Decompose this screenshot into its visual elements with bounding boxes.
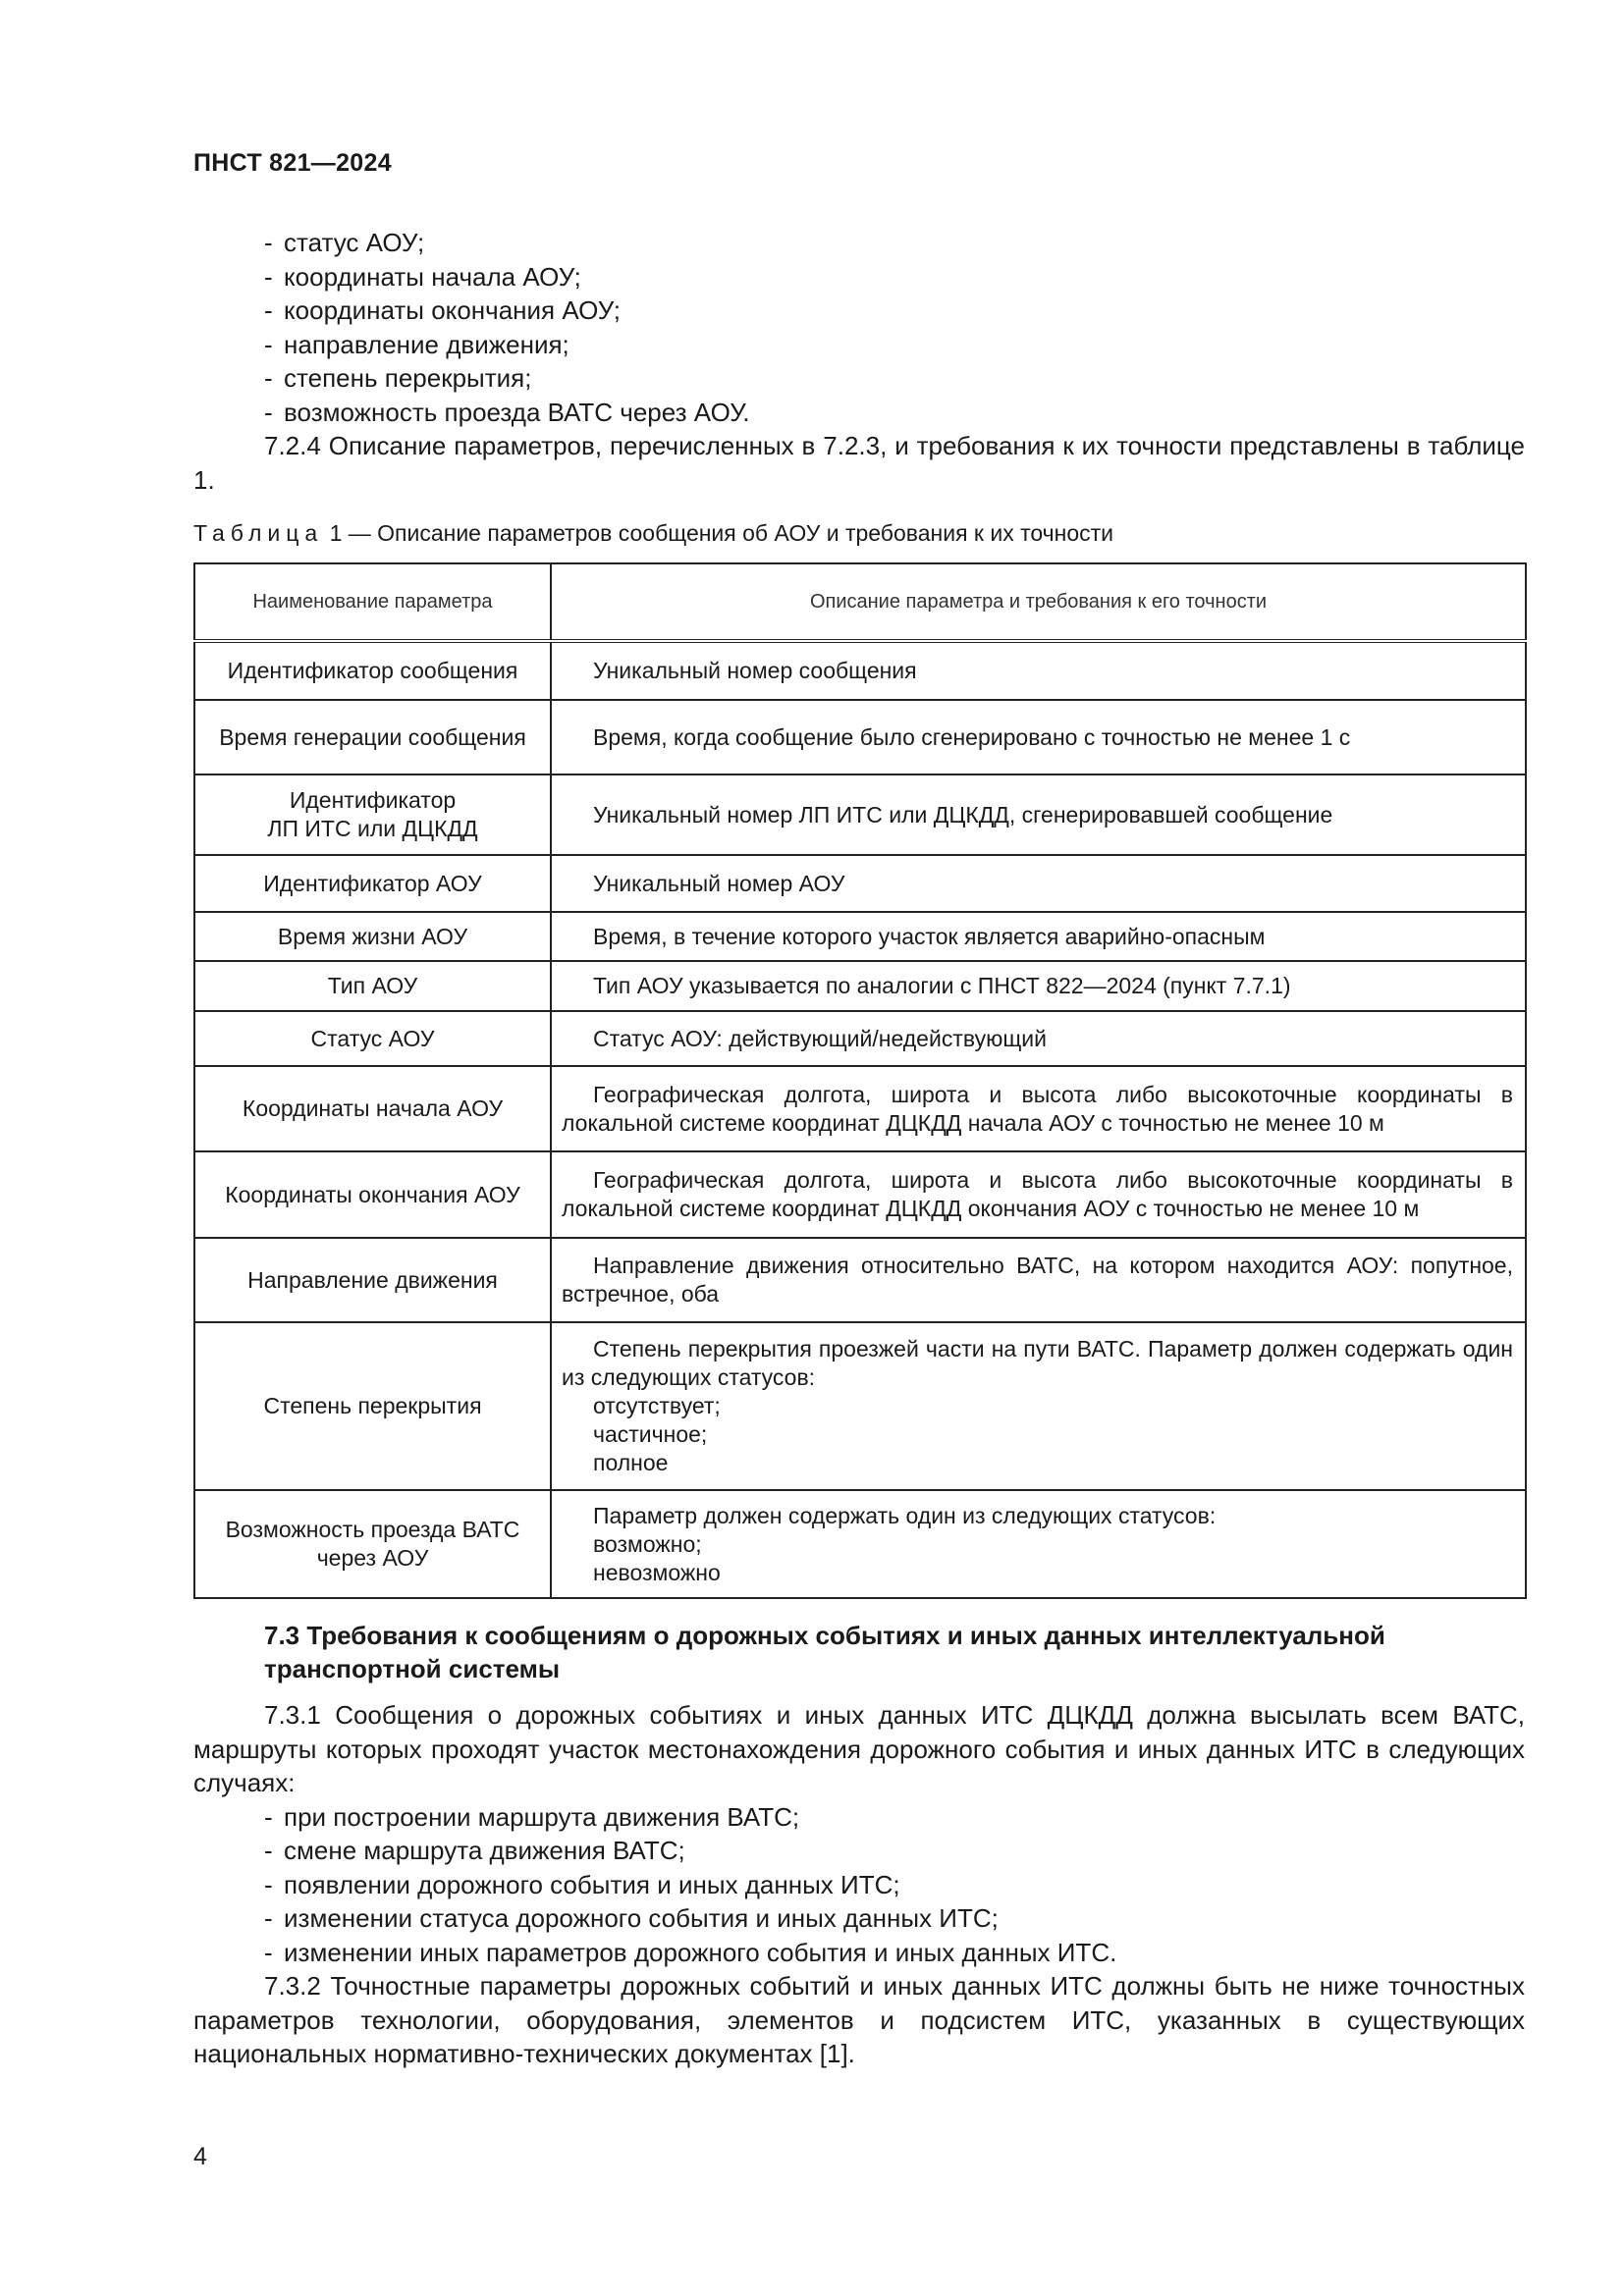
table-row: [194, 912, 1526, 961]
parameter-list: [193, 226, 1525, 429]
parameter-description: Уникальный номер ЛП ИТС или ДЦКДД, сгенерировавшей сообщение: [551, 774, 1526, 855]
status-option: частичное;: [593, 1421, 708, 1447]
list-item: - возможность проезда ВАТС через АОУ.: [193, 396, 1525, 430]
list-item: - степень перекрытия;: [193, 361, 1525, 396]
column-header-description: Описание параметра и требования к его точности: [551, 563, 1526, 641]
table-row: [194, 700, 1526, 774]
parameter-description: Параметр должен содержать один из следующих статусов: возможно; невозможно: [551, 1490, 1526, 1598]
page-number: 4: [193, 2143, 207, 2170]
parameter-description: Географическая долгота, широта и высота либо высокоточные координаты в локальной системе координат ДЦКДД окончания АОУ с точностью не менее 10 м: [551, 1151, 1526, 1238]
table-row: [194, 1066, 1526, 1151]
list-item: - координаты начала АОУ;: [193, 260, 1525, 294]
list-item: - смене маршрута движения ВАТС;: [193, 1834, 1525, 1868]
table-row: [194, 641, 1526, 700]
parameter-description: Направление движения относительно ВАТС, на котором находится АОУ: попутное, встречное, оба: [551, 1238, 1526, 1322]
table-row: [194, 1238, 1526, 1322]
parameter-name: Координаты окончания АОУ: [194, 1151, 551, 1238]
document-header: ПНСТ 821—2024: [193, 149, 392, 177]
table-row: [194, 855, 1526, 912]
list-item: - появлении дорожного события и иных данных ИТС;: [193, 1868, 1525, 1902]
paragraph-7-3-2: 7.3.2 Точностные параметры дорожных событий и иных данных ИТС должны быть не ниже точностных параметров технологии, оборудования, элементов и подсистем ИТС, указанных в существующих национальных нормативно-технических документах [1].: [193, 1971, 1525, 2068]
parameter-name: Идентификатор ЛП ИТС или ДЦКДД: [194, 774, 551, 855]
table-row: [194, 1011, 1526, 1066]
page-content: [193, 226, 1525, 2071]
list-item: - изменении иных параметров дорожного события и иных данных ИТС.: [193, 1936, 1525, 1970]
list-item: - изменении статуса дорожного события и иных данных ИТС;: [193, 1901, 1525, 1936]
parameter-description: Географическая долгота, широта и высота либо высокоточные координаты в локальной системе координат ДЦКДД начала АОУ с точностью не менее 10 м: [551, 1066, 1526, 1151]
parameters-table: [193, 562, 1527, 1599]
list-item: - статус АОУ;: [193, 226, 1525, 260]
column-header-name: Наименование параметра: [194, 563, 551, 641]
parameter-description: Уникальный номер сообщения: [551, 641, 1526, 700]
parameter-name: Статус АОУ: [194, 1011, 551, 1066]
table-row: [194, 774, 1526, 855]
section-7-3-title: 7.3 Требования к сообщениям о дорожных событиях и иных данных интеллектуальной транспортной системы: [264, 1621, 1385, 1683]
list-item: - координаты окончания АОУ;: [193, 294, 1525, 328]
parameter-description: Время, в течение которого участок является аварийно-опасным: [551, 912, 1526, 961]
table-row: [194, 1322, 1526, 1490]
parameter-description: Степень перекрытия проезжей части на пути ВАТС. Параметр должен содержать один из следующих статусов: отсутствует; частичное; полное: [551, 1322, 1526, 1490]
parameter-name: Тип АОУ: [194, 961, 551, 1011]
parameter-name: Координаты начала АОУ: [194, 1066, 551, 1151]
table-caption: Таблица 1 — Описание параметров сообщения об АОУ и требования к их точности: [193, 520, 1114, 546]
status-option: полное: [593, 1450, 669, 1475]
status-option: возможно;: [593, 1530, 702, 1557]
status-option: невозможно: [593, 1559, 721, 1585]
parameter-description: Статус АОУ: действующий/недействующий: [551, 1011, 1526, 1066]
table-row: [194, 1151, 1526, 1238]
case-list: [193, 1800, 1525, 1970]
parameter-name: Время генерации сообщения: [194, 700, 551, 774]
paragraph-7-3-1: 7.3.1 Сообщения о дорожных событиях и иных данных ИТС ДЦКДД должна высылать всем ВАТС, маршруты которых проходят участок местонахождения дорожного события и иных данных ИТС в следующих случаях:: [193, 1700, 1525, 1797]
parameter-name: Возможность проезда ВАТС через АОУ: [194, 1490, 551, 1598]
parameter-name: Степень перекрытия: [194, 1322, 551, 1490]
table-row: [194, 961, 1526, 1011]
list-item: - при построении маршрута движения ВАТС;: [193, 1800, 1525, 1835]
status-option: отсутствует;: [593, 1393, 721, 1418]
parameter-name: Время жизни АОУ: [194, 912, 551, 961]
table-header-row: [194, 563, 1526, 641]
parameter-description: Тип АОУ указывается по аналогии с ПНСТ 822—2024 (пункт 7.7.1): [551, 961, 1526, 1011]
table-row: [194, 1490, 1526, 1598]
parameter-description: Уникальный номер АОУ: [551, 855, 1526, 912]
parameter-name: Направление движения: [194, 1238, 551, 1322]
parameter-description: Время, когда сообщение было сгенерировано с точностью не менее 1 с: [551, 700, 1526, 774]
parameter-name: Идентификатор АОУ: [194, 855, 551, 912]
parameter-name: Идентификатор сообщения: [194, 641, 551, 700]
paragraph-7-2-4: 7.2.4 Описание параметров, перечисленных в 7.2.3, и требования к их точности представлены в таблице 1.: [193, 431, 1525, 495]
list-item: - направление движения;: [193, 328, 1525, 362]
